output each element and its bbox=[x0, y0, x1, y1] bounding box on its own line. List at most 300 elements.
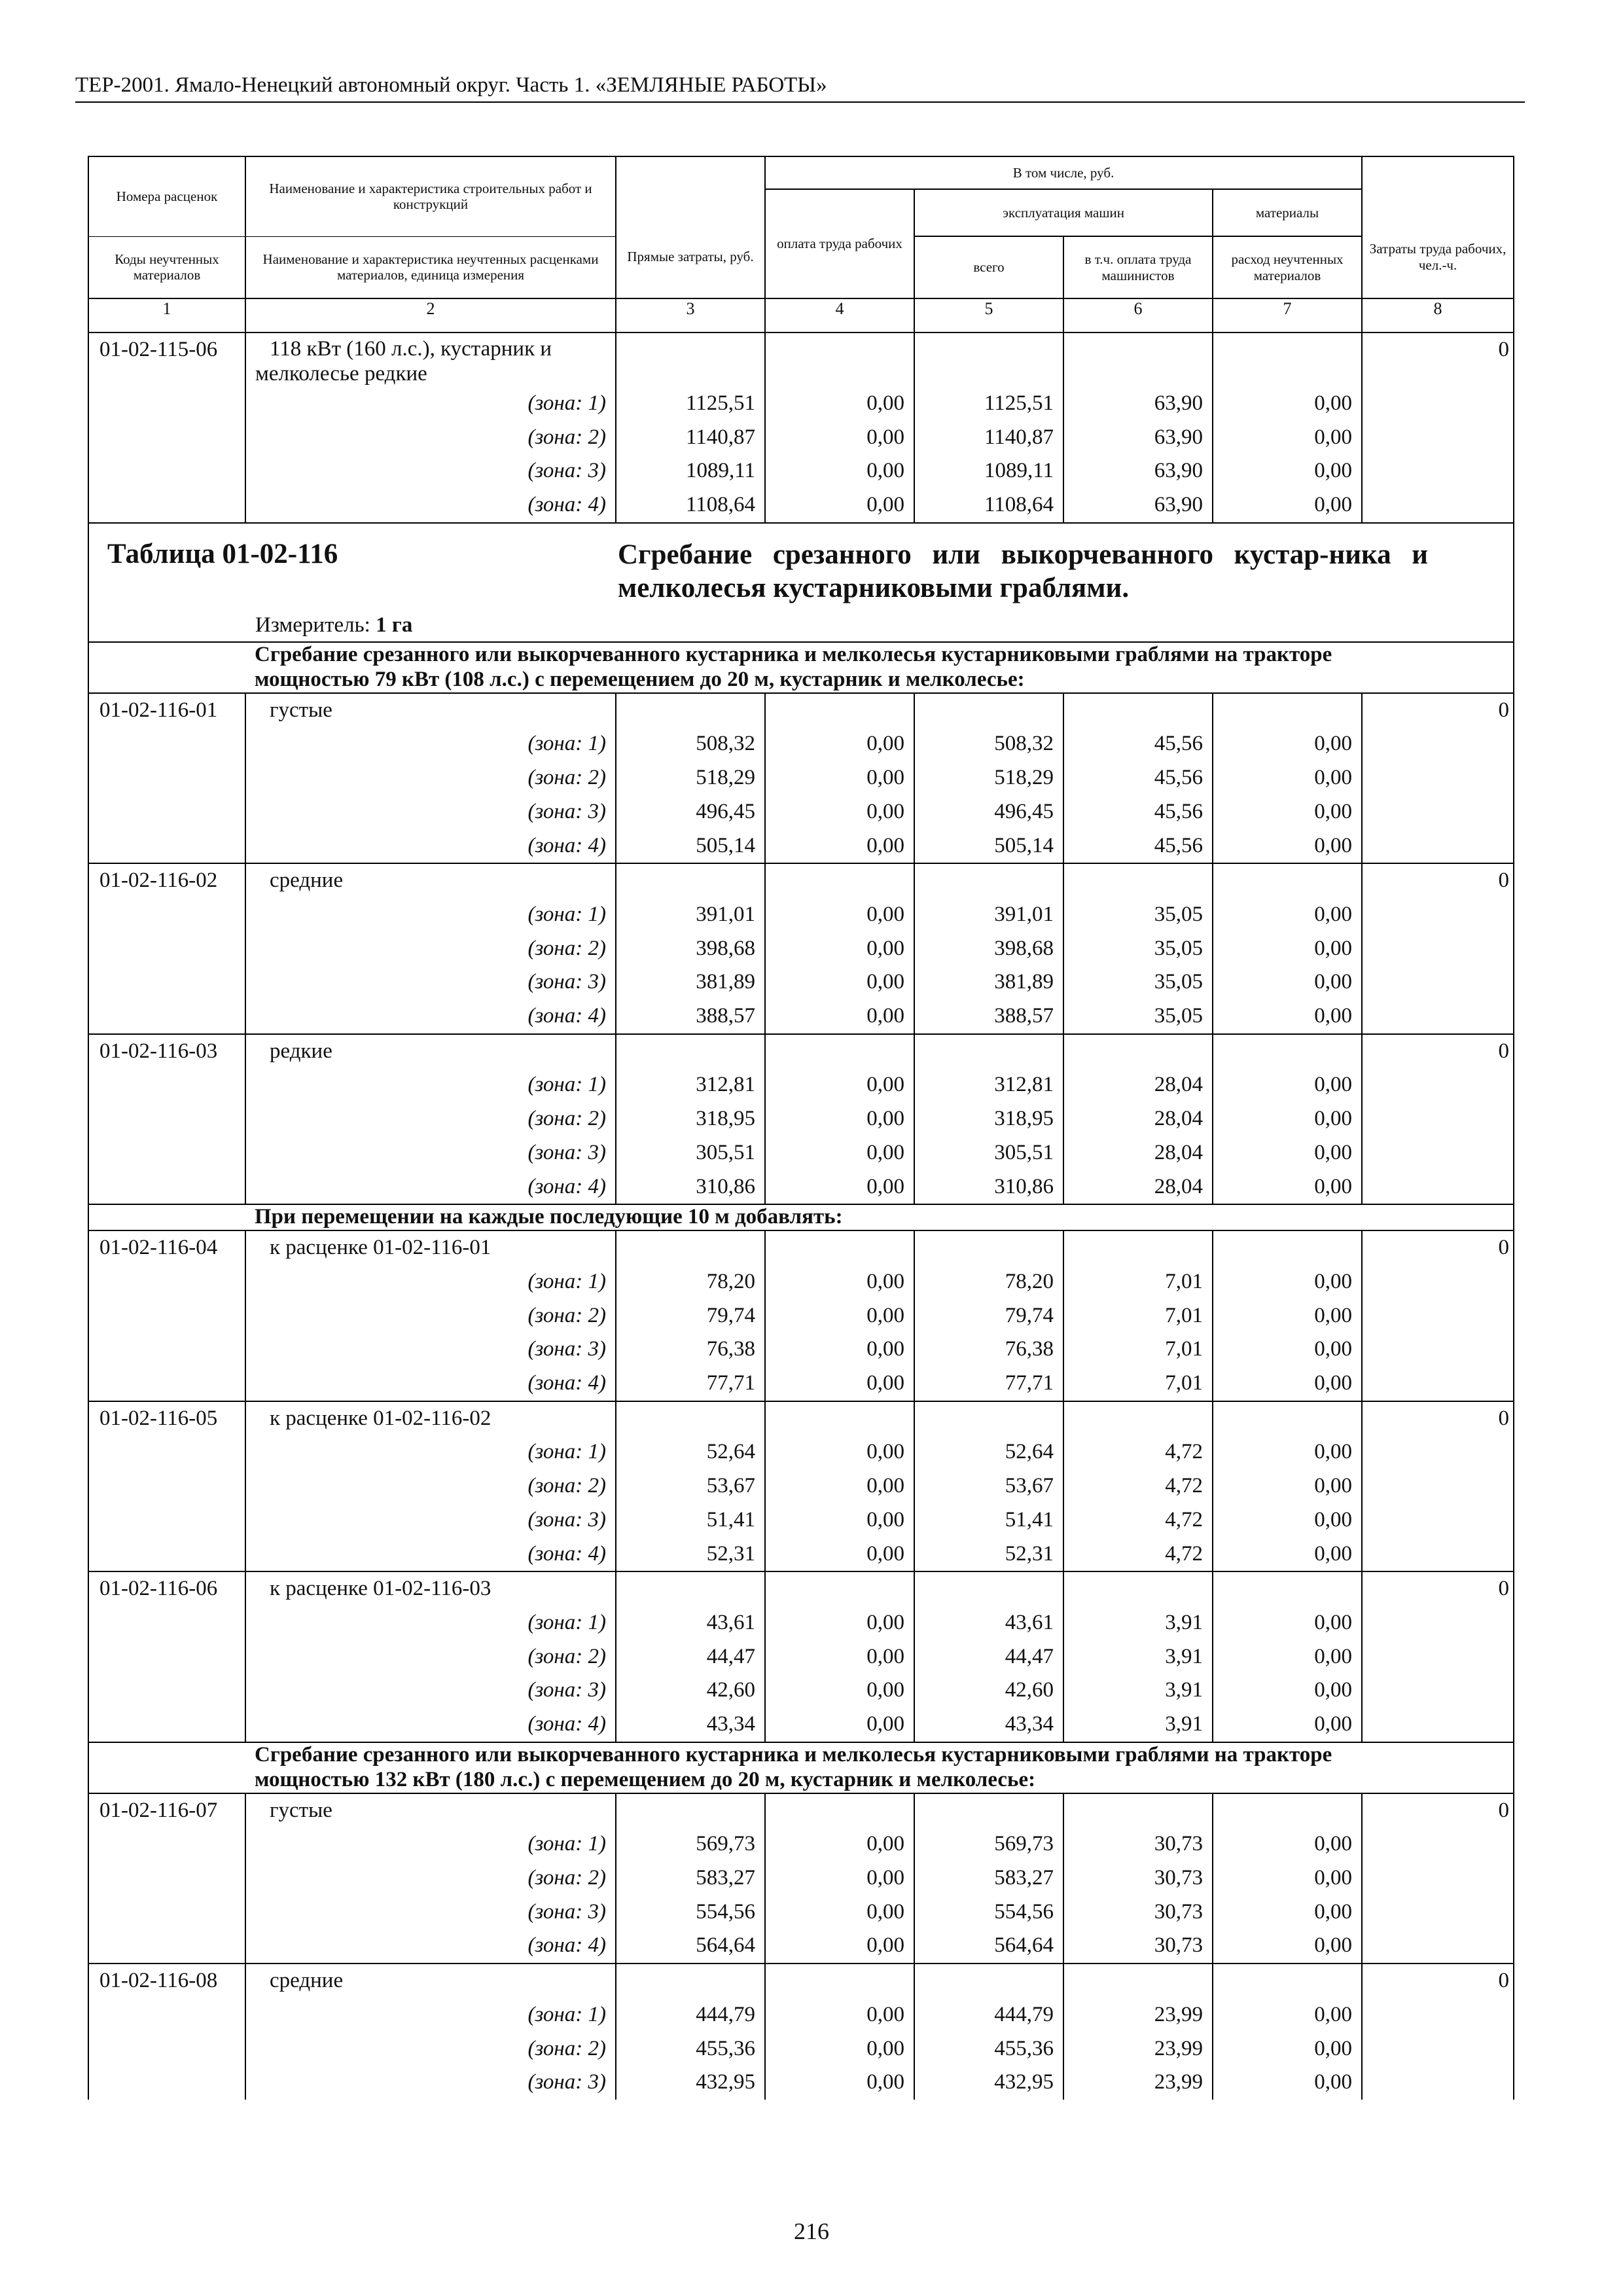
table-heading-row bbox=[88, 523, 1514, 642]
page-number: 216 bbox=[794, 2218, 829, 2244]
labor-pay-value: 0,00 bbox=[765, 1537, 914, 1572]
empty-cell bbox=[1362, 795, 1514, 829]
machines-labor-value: 7,01 bbox=[1063, 1299, 1213, 1333]
zone-row bbox=[88, 1861, 1514, 1895]
empty-cell bbox=[1213, 693, 1362, 728]
header-labor-cost: Затраты труда рабочих, чел.-ч. bbox=[1362, 156, 1514, 298]
machines-total-value: 51,41 bbox=[914, 1503, 1063, 1537]
zone-row bbox=[88, 2032, 1514, 2066]
table-row bbox=[88, 863, 1514, 898]
machines-labor-value: 35,05 bbox=[1063, 999, 1213, 1034]
zone-row bbox=[88, 727, 1514, 761]
empty-cell bbox=[1362, 761, 1514, 795]
materials-value: 0,00 bbox=[1213, 2032, 1362, 2066]
zone-label: (зона: 4) bbox=[245, 1537, 616, 1572]
column-number: 4 bbox=[765, 298, 914, 332]
empty-cell bbox=[88, 1998, 245, 2032]
machines-total-value: 388,57 bbox=[914, 999, 1063, 1034]
rate-code: 01-02-116-07 bbox=[88, 1793, 245, 1828]
machines-labor-value: 35,05 bbox=[1063, 932, 1213, 966]
empty-cell bbox=[616, 1793, 765, 1828]
labor-pay-value: 0,00 bbox=[765, 1998, 914, 2032]
labor-pay-value: 0,00 bbox=[765, 1640, 914, 1674]
machines-total-value: 53,67 bbox=[914, 1469, 1063, 1503]
column-number: 7 bbox=[1213, 298, 1362, 332]
labor-pay-value: 0,00 bbox=[765, 454, 914, 488]
header-labor-pay: оплата труда рабочих bbox=[765, 189, 914, 298]
machines-labor-value: 3,91 bbox=[1063, 1640, 1213, 1674]
machines-labor-value: 63,90 bbox=[1063, 387, 1213, 421]
empty-cell bbox=[88, 1102, 245, 1136]
labor-pay-value: 0,00 bbox=[765, 1929, 914, 1964]
zone-row bbox=[88, 1136, 1514, 1170]
measure-label: Измеритель: bbox=[255, 613, 376, 637]
labor-pay-value: 0,00 bbox=[765, 829, 914, 864]
machines-total-value: 76,38 bbox=[914, 1333, 1063, 1367]
direct-cost-value: 444,79 bbox=[616, 1998, 765, 2032]
zone-label: (зона: 1) bbox=[245, 1827, 616, 1861]
empty-cell bbox=[1213, 1401, 1362, 1436]
zone-row bbox=[88, 421, 1514, 455]
rate-name: к расценке 01-02-116-02 bbox=[245, 1401, 616, 1436]
materials-value: 0,00 bbox=[1213, 1503, 1362, 1537]
empty-cell bbox=[1362, 1265, 1514, 1299]
zone-label: (зона: 2) bbox=[245, 1102, 616, 1136]
machines-total-value: 42,60 bbox=[914, 1674, 1063, 1708]
machines-total-value: 52,64 bbox=[914, 1435, 1063, 1469]
labor-cost-value: 0 bbox=[1362, 1964, 1514, 1998]
labor-pay-value: 0,00 bbox=[765, 2066, 914, 2100]
column-number: 6 bbox=[1063, 298, 1213, 332]
empty-cell bbox=[1213, 1964, 1362, 1998]
materials-value: 0,00 bbox=[1213, 795, 1362, 829]
section-heading: Сгребание срезанного или выкорчеванного кустарника и мелколесья кустарниковыми граблями на тракторе мощностью 132 кВт (180 л.с.) с перемещением до 20 м, кустарник и мелколесье: bbox=[245, 1742, 1514, 1793]
empty-cell bbox=[1063, 1964, 1213, 1998]
labor-pay-value: 0,00 bbox=[765, 1674, 914, 1708]
empty-cell bbox=[765, 693, 914, 728]
materials-value: 0,00 bbox=[1213, 1435, 1362, 1469]
zone-row bbox=[88, 1895, 1514, 1929]
empty-cell bbox=[88, 1708, 245, 1742]
empty-cell bbox=[914, 1793, 1063, 1828]
materials-value: 0,00 bbox=[1213, 1068, 1362, 1102]
direct-cost-value: 77,71 bbox=[616, 1367, 765, 1401]
table-row bbox=[88, 1034, 1514, 1069]
empty-cell bbox=[1213, 1034, 1362, 1069]
empty-cell bbox=[914, 1571, 1063, 1606]
zone-label: (зона: 3) bbox=[245, 2066, 616, 2100]
empty-cell bbox=[88, 1068, 245, 1102]
machines-total-value: 496,45 bbox=[914, 795, 1063, 829]
empty-cell bbox=[1213, 863, 1362, 898]
labor-pay-value: 0,00 bbox=[765, 1469, 914, 1503]
materials-value: 0,00 bbox=[1213, 1136, 1362, 1170]
zone-row bbox=[88, 1469, 1514, 1503]
header-code-top: Номера расценок bbox=[88, 156, 245, 236]
materials-value: 0,00 bbox=[1213, 1929, 1362, 1964]
machines-total-value: 455,36 bbox=[914, 2032, 1063, 2066]
rate-code: 01-02-115-06 bbox=[88, 332, 245, 387]
empty-cell bbox=[616, 1034, 765, 1069]
zone-row bbox=[88, 488, 1514, 523]
empty-cell bbox=[1362, 965, 1514, 999]
empty-cell bbox=[88, 1861, 245, 1895]
empty-cell bbox=[1362, 1299, 1514, 1333]
labor-pay-value: 0,00 bbox=[765, 2032, 914, 2066]
column-numbers-row bbox=[88, 298, 1514, 332]
header-machines-labor: в т.ч. оплата труда машинистов bbox=[1063, 236, 1213, 298]
labor-cost-value: 0 bbox=[1362, 1230, 1514, 1265]
materials-value: 0,00 bbox=[1213, 421, 1362, 455]
zone-row bbox=[88, 1537, 1514, 1572]
zone-label: (зона: 3) bbox=[245, 795, 616, 829]
empty-cell bbox=[1063, 1230, 1213, 1265]
zone-label: (зона: 1) bbox=[245, 898, 616, 932]
zone-row bbox=[88, 387, 1514, 421]
header-name-bottom: Наименование и характеристика неучтенных расценками материалов, единица измерения bbox=[245, 236, 616, 298]
empty-cell bbox=[88, 999, 245, 1034]
zone-label: (зона: 1) bbox=[245, 1435, 616, 1469]
direct-cost-value: 1089,11 bbox=[616, 454, 765, 488]
machines-total-value: 1125,51 bbox=[914, 387, 1063, 421]
machines-total-value: 398,68 bbox=[914, 932, 1063, 966]
direct-cost-value: 388,57 bbox=[616, 999, 765, 1034]
machines-labor-value: 45,56 bbox=[1063, 795, 1213, 829]
empty-cell bbox=[765, 1964, 914, 1998]
section-heading-row bbox=[88, 1742, 1514, 1793]
labor-pay-value: 0,00 bbox=[765, 1299, 914, 1333]
zone-row bbox=[88, 1827, 1514, 1861]
direct-cost-value: 51,41 bbox=[616, 1503, 765, 1537]
zone-label: (зона: 2) bbox=[245, 1861, 616, 1895]
machines-labor-value: 7,01 bbox=[1063, 1367, 1213, 1401]
section-heading-row bbox=[88, 1204, 1514, 1230]
machines-labor-value: 28,04 bbox=[1063, 1136, 1213, 1170]
empty-cell bbox=[914, 1964, 1063, 1998]
direct-cost-value: 1108,64 bbox=[616, 488, 765, 523]
machines-total-value: 52,31 bbox=[914, 1537, 1063, 1572]
direct-cost-value: 312,81 bbox=[616, 1068, 765, 1102]
materials-value: 0,00 bbox=[1213, 1708, 1362, 1742]
empty-cell bbox=[1213, 1793, 1362, 1828]
empty-cell bbox=[1362, 1537, 1514, 1572]
section-heading: Сгребание срезанного или выкорчеванного кустарника и мелколесья кустарниковыми граблями на тракторе мощностью 79 кВт (108 л.с.) с перемещением до 20 м, кустарник и мелколесье: bbox=[245, 642, 1514, 693]
labor-cost-value: 0 bbox=[1362, 1034, 1514, 1069]
empty-cell bbox=[88, 2066, 245, 2100]
zone-row bbox=[88, 1299, 1514, 1333]
materials-value: 0,00 bbox=[1213, 999, 1362, 1034]
direct-cost-value: 569,73 bbox=[616, 1827, 765, 1861]
materials-value: 0,00 bbox=[1213, 1827, 1362, 1861]
machines-total-value: 554,56 bbox=[914, 1895, 1063, 1929]
machines-labor-value: 4,72 bbox=[1063, 1537, 1213, 1572]
zone-label: (зона: 1) bbox=[245, 387, 616, 421]
column-number: 8 bbox=[1362, 298, 1514, 332]
empty-cell bbox=[1063, 1793, 1213, 1828]
materials-value: 0,00 bbox=[1213, 1674, 1362, 1708]
materials-value: 0,00 bbox=[1213, 761, 1362, 795]
machines-labor-value: 7,01 bbox=[1063, 1265, 1213, 1299]
labor-pay-value: 0,00 bbox=[765, 1136, 914, 1170]
empty-cell bbox=[88, 1170, 245, 1205]
materials-value: 0,00 bbox=[1213, 1102, 1362, 1136]
labor-pay-value: 0,00 bbox=[765, 1102, 914, 1136]
empty-cell bbox=[1362, 1674, 1514, 1708]
zone-row bbox=[88, 932, 1514, 966]
zone-label: (зона: 3) bbox=[245, 1333, 616, 1367]
direct-cost-value: 496,45 bbox=[616, 795, 765, 829]
machines-labor-value: 30,73 bbox=[1063, 1827, 1213, 1861]
direct-cost-value: 1125,51 bbox=[616, 387, 765, 421]
empty-cell bbox=[1362, 1895, 1514, 1929]
zone-label: (зона: 3) bbox=[245, 454, 616, 488]
zone-label: (зона: 4) bbox=[245, 999, 616, 1034]
labor-cost-value: 0 bbox=[1362, 863, 1514, 898]
labor-cost-value: 0 bbox=[1362, 1401, 1514, 1436]
empty-cell bbox=[1362, 1708, 1514, 1742]
direct-cost-value: 381,89 bbox=[616, 965, 765, 999]
empty-cell bbox=[1362, 999, 1514, 1034]
zone-label: (зона: 1) bbox=[245, 1998, 616, 2032]
rate-name: к расценке 01-02-116-03 bbox=[245, 1571, 616, 1606]
empty-cell bbox=[1362, 387, 1514, 421]
rate-name bbox=[245, 332, 616, 387]
zone-label: (зона: 1) bbox=[245, 1606, 616, 1640]
machines-labor-value: 3,91 bbox=[1063, 1674, 1213, 1708]
empty-cell bbox=[88, 1435, 245, 1469]
empty-cell bbox=[88, 1299, 245, 1333]
empty-cell bbox=[88, 488, 245, 523]
labor-pay-value: 0,00 bbox=[765, 1895, 914, 1929]
empty-cell bbox=[88, 1333, 245, 1367]
labor-pay-value: 0,00 bbox=[765, 1861, 914, 1895]
labor-pay-value: 0,00 bbox=[765, 421, 914, 455]
empty-cell bbox=[88, 761, 245, 795]
empty-cell bbox=[1213, 1571, 1362, 1606]
materials-value: 0,00 bbox=[1213, 387, 1362, 421]
direct-cost-value: 78,20 bbox=[616, 1265, 765, 1299]
empty-cell bbox=[1362, 1102, 1514, 1136]
empty-cell bbox=[765, 1401, 914, 1436]
direct-cost-value: 455,36 bbox=[616, 2032, 765, 2066]
labor-pay-value: 0,00 bbox=[765, 1170, 914, 1205]
zone-label: (зона: 4) bbox=[245, 1367, 616, 1401]
table-row bbox=[88, 1571, 1514, 1606]
empty-cell bbox=[914, 863, 1063, 898]
empty-cell bbox=[914, 1034, 1063, 1069]
labor-pay-value: 0,00 bbox=[765, 727, 914, 761]
materials-value: 0,00 bbox=[1213, 898, 1362, 932]
header-code-bottom: Коды неучтенных материалов bbox=[88, 236, 245, 298]
machines-total-value: 78,20 bbox=[914, 1265, 1063, 1299]
empty-cell bbox=[88, 898, 245, 932]
machines-labor-value: 30,73 bbox=[1063, 1895, 1213, 1929]
machines-total-value: 518,29 bbox=[914, 761, 1063, 795]
zone-label: (зона: 3) bbox=[245, 965, 616, 999]
empty-cell bbox=[616, 693, 765, 728]
labor-pay-value: 0,00 bbox=[765, 965, 914, 999]
materials-value: 0,00 bbox=[1213, 1606, 1362, 1640]
machines-labor-value: 4,72 bbox=[1063, 1503, 1213, 1537]
empty-cell bbox=[1362, 421, 1514, 455]
labor-pay-value: 0,00 bbox=[765, 387, 914, 421]
machines-total-value: 1140,87 bbox=[914, 421, 1063, 455]
table-title: Сгребание срезанного или выкорчеванного кустар-ника и мелколесья кустарниковыми граблями. bbox=[618, 539, 1429, 604]
empty-cell bbox=[1362, 898, 1514, 932]
empty-cell bbox=[1213, 1230, 1362, 1265]
empty-cell bbox=[1063, 1034, 1213, 1069]
rate-code: 01-02-116-01 bbox=[88, 693, 245, 728]
machines-labor-value: 63,90 bbox=[1063, 488, 1213, 523]
zone-label: (зона: 1) bbox=[245, 727, 616, 761]
machines-total-value: 43,61 bbox=[914, 1606, 1063, 1640]
machines-total-value: 505,14 bbox=[914, 829, 1063, 864]
empty-cell bbox=[1362, 1503, 1514, 1537]
zone-row bbox=[88, 829, 1514, 864]
zone-row bbox=[88, 999, 1514, 1034]
empty-cell bbox=[88, 1827, 245, 1861]
empty-cell bbox=[1362, 1367, 1514, 1401]
column-number: 3 bbox=[616, 298, 765, 332]
empty-cell bbox=[88, 454, 245, 488]
machines-total-value: 569,73 bbox=[914, 1827, 1063, 1861]
empty-cell bbox=[88, 1265, 245, 1299]
header-name-top: Наименование и характеристика строительных работ и конструкций bbox=[245, 156, 616, 236]
rate-name-line: мелколесье редкие bbox=[255, 361, 427, 386]
labor-pay-value: 0,00 bbox=[765, 932, 914, 966]
labor-cost-value: 0 bbox=[1362, 1793, 1514, 1828]
direct-cost-value: 310,86 bbox=[616, 1170, 765, 1205]
machines-labor-value: 28,04 bbox=[1063, 1170, 1213, 1205]
empty-cell bbox=[88, 1503, 245, 1537]
machines-labor-value: 63,90 bbox=[1063, 454, 1213, 488]
machines-labor-value: 45,56 bbox=[1063, 829, 1213, 864]
empty-cell bbox=[1362, 2032, 1514, 2066]
labor-pay-value: 0,00 bbox=[765, 1708, 914, 1742]
empty-cell bbox=[1362, 1333, 1514, 1367]
zone-row bbox=[88, 1102, 1514, 1136]
direct-cost-value: 583,27 bbox=[616, 1861, 765, 1895]
labor-pay-value: 0,00 bbox=[765, 1606, 914, 1640]
machines-total-value: 310,86 bbox=[914, 1170, 1063, 1205]
labor-pay-value: 0,00 bbox=[765, 1503, 914, 1537]
empty-cell bbox=[1362, 829, 1514, 864]
materials-value: 0,00 bbox=[1213, 2066, 1362, 2100]
machines-labor-value: 23,99 bbox=[1063, 2066, 1213, 2100]
empty-cell bbox=[88, 1367, 245, 1401]
table-heading bbox=[88, 523, 1514, 642]
machines-total-value: 44,47 bbox=[914, 1640, 1063, 1674]
empty-cell bbox=[765, 1034, 914, 1069]
labor-pay-value: 0,00 bbox=[765, 1827, 914, 1861]
zone-label: (зона: 3) bbox=[245, 1503, 616, 1537]
direct-cost-value: 79,74 bbox=[616, 1299, 765, 1333]
measure-value: 1 га bbox=[376, 613, 413, 637]
direct-cost-value: 318,95 bbox=[616, 1102, 765, 1136]
labor-pay-value: 0,00 bbox=[765, 761, 914, 795]
labor-pay-value: 0,00 bbox=[765, 1367, 914, 1401]
materials-value: 0,00 bbox=[1213, 454, 1362, 488]
machines-total-value: 381,89 bbox=[914, 965, 1063, 999]
empty-cell bbox=[88, 1469, 245, 1503]
materials-value: 0,00 bbox=[1213, 1469, 1362, 1503]
zone-label: (зона: 1) bbox=[245, 1265, 616, 1299]
direct-cost-value: 1140,87 bbox=[616, 421, 765, 455]
empty-cell bbox=[88, 1674, 245, 1708]
labor-pay-value: 0,00 bbox=[765, 488, 914, 523]
zone-label: (зона: 2) bbox=[245, 2032, 616, 2066]
zone-row bbox=[88, 1435, 1514, 1469]
materials-value: 0,00 bbox=[1213, 1299, 1362, 1333]
direct-cost-value: 52,31 bbox=[616, 1537, 765, 1572]
materials-value: 0,00 bbox=[1213, 965, 1362, 999]
empty-cell bbox=[1362, 2066, 1514, 2100]
zone-row bbox=[88, 1170, 1514, 1205]
zone-row bbox=[88, 1929, 1514, 1964]
zone-row bbox=[88, 2066, 1514, 2100]
rate-code: 01-02-116-02 bbox=[88, 863, 245, 898]
direct-cost-value: 518,29 bbox=[616, 761, 765, 795]
empty-cell bbox=[88, 642, 245, 693]
empty-cell bbox=[765, 1230, 914, 1265]
zone-row bbox=[88, 1333, 1514, 1367]
empty-cell bbox=[1063, 1571, 1213, 1606]
empty-cell bbox=[765, 1571, 914, 1606]
materials-value: 0,00 bbox=[1213, 1333, 1362, 1367]
machines-labor-value: 30,73 bbox=[1063, 1861, 1213, 1895]
zone-label: (зона: 2) bbox=[245, 1469, 616, 1503]
labor-pay-value: 0,00 bbox=[765, 999, 914, 1034]
section-heading-row bbox=[88, 642, 1514, 693]
direct-cost-value: 508,32 bbox=[616, 727, 765, 761]
empty-cell bbox=[88, 1606, 245, 1640]
labor-cost-value: 0 bbox=[1362, 693, 1514, 728]
direct-cost-value: 398,68 bbox=[616, 932, 765, 966]
machines-labor-value: 3,91 bbox=[1063, 1606, 1213, 1640]
zone-label: (зона: 1) bbox=[245, 1068, 616, 1102]
zone-row bbox=[88, 1674, 1514, 1708]
direct-cost-value: 564,64 bbox=[616, 1929, 765, 1964]
empty-cell bbox=[1362, 727, 1514, 761]
machines-total-value: 583,27 bbox=[914, 1861, 1063, 1895]
materials-value: 0,00 bbox=[1213, 1367, 1362, 1401]
machines-labor-value: 30,73 bbox=[1063, 1929, 1213, 1964]
empty-cell bbox=[616, 1571, 765, 1606]
zone-row bbox=[88, 761, 1514, 795]
machines-labor-value: 35,05 bbox=[1063, 965, 1213, 999]
zone-row bbox=[88, 1367, 1514, 1401]
table-row bbox=[88, 693, 1514, 728]
rate-code: 01-02-116-06 bbox=[88, 1571, 245, 1606]
empty-cell bbox=[1362, 1068, 1514, 1102]
materials-value: 0,00 bbox=[1213, 488, 1362, 523]
zone-row bbox=[88, 454, 1514, 488]
empty-cell bbox=[88, 2032, 245, 2066]
direct-cost-value: 554,56 bbox=[616, 1895, 765, 1929]
zone-row bbox=[88, 795, 1514, 829]
empty-cell bbox=[88, 1136, 245, 1170]
machines-total-value: 305,51 bbox=[914, 1136, 1063, 1170]
direct-cost-value: 42,60 bbox=[616, 1674, 765, 1708]
header-direct-costs: Прямые затраты, руб. bbox=[616, 156, 765, 298]
empty-cell bbox=[1362, 1435, 1514, 1469]
table-row bbox=[88, 1230, 1514, 1265]
column-number: 1 bbox=[88, 298, 245, 332]
machines-total-value: 432,95 bbox=[914, 2066, 1063, 2100]
empty-cell bbox=[1362, 1827, 1514, 1861]
labor-pay-value: 0,00 bbox=[765, 1068, 914, 1102]
empty-cell bbox=[914, 1230, 1063, 1265]
